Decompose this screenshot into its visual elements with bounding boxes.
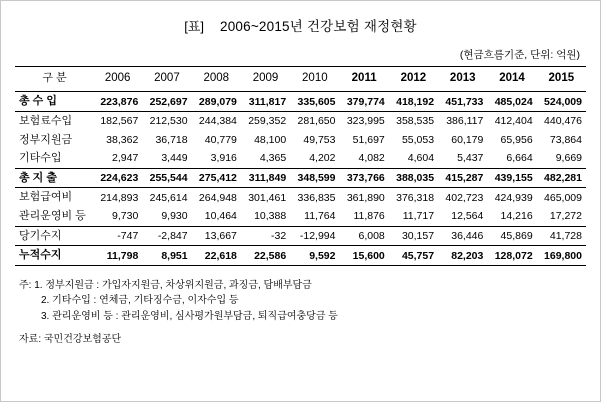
table-row	[15, 188, 586, 207]
row-label-cumulative-balance: 누적수지	[15, 246, 93, 266]
cell-cumulative-balance-2012: 45,757	[389, 246, 438, 266]
cell-total-expenditure-2008: 275,412	[192, 168, 241, 188]
cell-total-income-2014: 485,024	[494, 95, 533, 108]
cell-government-subsidy-2007: 36,718	[155, 133, 188, 146]
finance-table	[15, 66, 586, 266]
note-line-2: 2. 기타수입 : 연체금, 기타징수금, 이자수입 등	[41, 295, 239, 307]
cell-total-income-2009: 311,817	[248, 95, 287, 108]
table-row	[15, 92, 586, 112]
cell-admin-cost-2007: 9,930	[161, 210, 188, 223]
table-header-row	[15, 67, 586, 92]
cell-other-income-2012: 4,604	[407, 152, 435, 165]
cell-total-income-2011: 379,774	[346, 95, 385, 108]
cell-premium-income-2010: 281,650	[290, 111, 339, 130]
cell-government-subsidy-2011: 51,697	[352, 133, 385, 146]
table-body	[15, 92, 586, 266]
table-container	[1, 62, 600, 266]
table-row	[15, 111, 586, 130]
header-cell-year-2011: 2011	[339, 67, 388, 92]
cell-admin-cost-2015: 17,272	[549, 210, 582, 223]
header-cell-year-2015: 2015	[537, 67, 586, 92]
table-head	[15, 67, 586, 92]
table-title-text: 2006~2015년 건강보험 재정현황	[219, 19, 417, 34]
row-label-total-income: 총 수 입	[19, 95, 57, 108]
source-line: 자료: 국민건강보험공단	[19, 334, 122, 346]
cell-cumulative-balance-2007: 8,951	[142, 246, 191, 266]
unit-note: (현금흐름기준, 단위: 억원)	[459, 49, 580, 61]
cell-total-expenditure-2009: 311,849	[241, 168, 290, 188]
cell-cumulative-balance-2006: 11,798	[93, 246, 142, 266]
cell-premium-income-2007: 212,530	[142, 111, 191, 130]
cell-other-income-2006: 2,947	[112, 152, 139, 165]
cell-current-balance-2008: 13,667	[192, 226, 241, 246]
table-row	[15, 226, 586, 246]
cell-admin-cost-2011: 11,876	[353, 210, 385, 223]
cell-cumulative-balance-2009: 22,586	[241, 246, 290, 266]
cell-government-subsidy-2009: 48,100	[254, 133, 287, 146]
cell-total-income-2013: 451,733	[445, 95, 484, 108]
cell-cumulative-balance-2011: 15,600	[339, 246, 388, 266]
cell-other-income-2010: 4,202	[309, 152, 336, 165]
cell-other-income-2008: 3,916	[210, 152, 237, 165]
cell-government-subsidy-2012: 55,053	[401, 133, 435, 146]
cell-current-balance-2012: 30,157	[389, 226, 438, 246]
note-line-1: 주: 1. 정부지원금 : 가입자지원금, 차상위지원금, 과징금, 담배부담금	[19, 279, 312, 291]
cell-insurance-benefit-cost-2011: 361,890	[339, 188, 388, 207]
header-cell-year-2014: 2014	[487, 67, 536, 92]
cell-admin-cost-2009: 10,388	[254, 210, 287, 223]
cell-current-balance-2007: -2,847	[142, 226, 191, 246]
cell-other-income-2007: 3,449	[161, 152, 188, 165]
cell-total-expenditure-2015: 482,281	[537, 168, 586, 188]
cell-admin-cost-2012: 11,717	[402, 210, 435, 223]
table-tag-label: [표]	[184, 19, 204, 34]
cell-current-balance-2006: -747	[93, 226, 142, 246]
table-title	[1, 1, 600, 35]
cell-admin-cost-2013: 12,564	[451, 210, 484, 223]
table-row	[15, 246, 586, 266]
cell-current-balance-2010: -12,994	[290, 226, 339, 246]
header-cell-year-2012: 2012	[389, 67, 438, 92]
table-row	[15, 207, 586, 226]
table-notes	[1, 266, 600, 325]
header-cell-year-2013: 2013	[438, 67, 487, 92]
cell-insurance-benefit-cost-2014: 424,939	[487, 188, 536, 207]
cell-total-income-2010: 335,605	[297, 95, 336, 108]
header-cell-division: 구 분	[15, 67, 93, 92]
cell-insurance-benefit-cost-2010: 336,835	[290, 188, 339, 207]
cell-premium-income-2009: 259,352	[241, 111, 290, 130]
cell-current-balance-2009: -32	[241, 226, 290, 246]
cell-total-income-2008: 289,079	[198, 95, 237, 108]
header-cell-year-2010: 2010	[290, 67, 339, 92]
cell-premium-income-2014: 412,404	[487, 111, 536, 130]
cell-government-subsidy-2008: 40,779	[204, 133, 237, 146]
cell-admin-cost-2010: 11,764	[304, 210, 336, 223]
cell-total-income-2012: 418,192	[396, 95, 435, 108]
cell-other-income-2013: 5,437	[457, 152, 484, 165]
cell-government-subsidy-2014: 65,956	[500, 133, 533, 146]
cell-current-balance-2014: 45,869	[487, 226, 536, 246]
cell-insurance-benefit-cost-2007: 245,614	[142, 188, 191, 207]
cell-current-balance-2015: 41,728	[537, 226, 586, 246]
cell-total-expenditure-2011: 373,766	[339, 168, 388, 188]
table-row	[15, 149, 586, 168]
cell-government-subsidy-2006: 38,362	[106, 133, 139, 146]
cell-cumulative-balance-2014: 128,072	[487, 246, 536, 266]
cell-total-expenditure-2014: 439,155	[487, 168, 536, 188]
table-row	[15, 131, 586, 150]
cell-premium-income-2008: 244,384	[192, 111, 241, 130]
cell-total-expenditure-2012: 388,035	[389, 168, 438, 188]
row-label-total-expenditure: 총 지 출	[15, 168, 93, 188]
cell-insurance-benefit-cost-2015: 465,009	[537, 188, 586, 207]
header-cell-year-2007: 2007	[142, 67, 191, 92]
cell-other-income-2011: 4,082	[358, 152, 385, 165]
header-cell-year-2008: 2008	[192, 67, 241, 92]
cell-total-income-2007: 252,697	[149, 95, 188, 108]
cell-total-expenditure-2006: 224,623	[93, 168, 142, 188]
cell-premium-income-2012: 358,535	[389, 111, 438, 130]
cell-premium-income-2013: 386,117	[438, 111, 487, 130]
cell-cumulative-balance-2013: 82,203	[438, 246, 487, 266]
cell-other-income-2015: 9,669	[555, 152, 582, 165]
cell-admin-cost-2008: 10,464	[204, 210, 237, 223]
cell-premium-income-2006: 182,567	[93, 111, 142, 130]
cell-total-income-2015: 524,009	[544, 95, 582, 108]
cell-current-balance-2011: 6,008	[339, 226, 388, 246]
row-label-current-balance: 당기수지	[15, 226, 93, 246]
row-label-other-income: 기타수입	[19, 152, 62, 165]
cell-insurance-benefit-cost-2009: 301,461	[241, 188, 290, 207]
header-cell-year-2006: 2006	[93, 67, 142, 92]
cell-insurance-benefit-cost-2008: 264,948	[192, 188, 241, 207]
row-label-premium-income: 보험료수입	[15, 111, 93, 130]
cell-other-income-2014: 6,664	[506, 152, 533, 165]
cell-cumulative-balance-2010: 9,592	[290, 246, 339, 266]
cell-insurance-benefit-cost-2006: 214,893	[93, 188, 142, 207]
cell-government-subsidy-2013: 60,179	[451, 133, 484, 146]
cell-current-balance-2013: 36,446	[438, 226, 487, 246]
row-label-government-subsidy: 정부지원금	[19, 133, 73, 146]
cell-total-income-2006: 223,876	[100, 95, 139, 108]
cell-premium-income-2015: 440,476	[537, 111, 586, 130]
cell-admin-cost-2006: 9,730	[112, 210, 139, 223]
table-row	[15, 168, 586, 188]
cell-insurance-benefit-cost-2013: 402,723	[438, 188, 487, 207]
cell-cumulative-balance-2015: 169,800	[537, 246, 586, 266]
cell-government-subsidy-2015: 73,864	[549, 133, 582, 146]
cell-admin-cost-2014: 14,216	[500, 210, 533, 223]
cell-other-income-2009: 4,365	[259, 152, 287, 165]
header-cell-year-2009: 2009	[241, 67, 290, 92]
cell-total-expenditure-2007: 255,544	[142, 168, 191, 188]
row-label-insurance-benefit-cost: 보험급여비	[15, 188, 93, 207]
cell-government-subsidy-2010: 49,753	[303, 133, 336, 146]
cell-cumulative-balance-2008: 22,618	[192, 246, 241, 266]
cell-total-expenditure-2013: 415,287	[438, 168, 487, 188]
cell-insurance-benefit-cost-2012: 376,318	[389, 188, 438, 207]
row-label-admin-cost: 관리운영비 등	[19, 210, 86, 223]
cell-total-expenditure-2010: 348,599	[290, 168, 339, 188]
cell-premium-income-2011: 323,995	[339, 111, 388, 130]
note-line-3: 3. 관리운영비 등 : 관리운영비, 심사평가원부담금, 퇴직급여충당금 등	[41, 310, 338, 322]
